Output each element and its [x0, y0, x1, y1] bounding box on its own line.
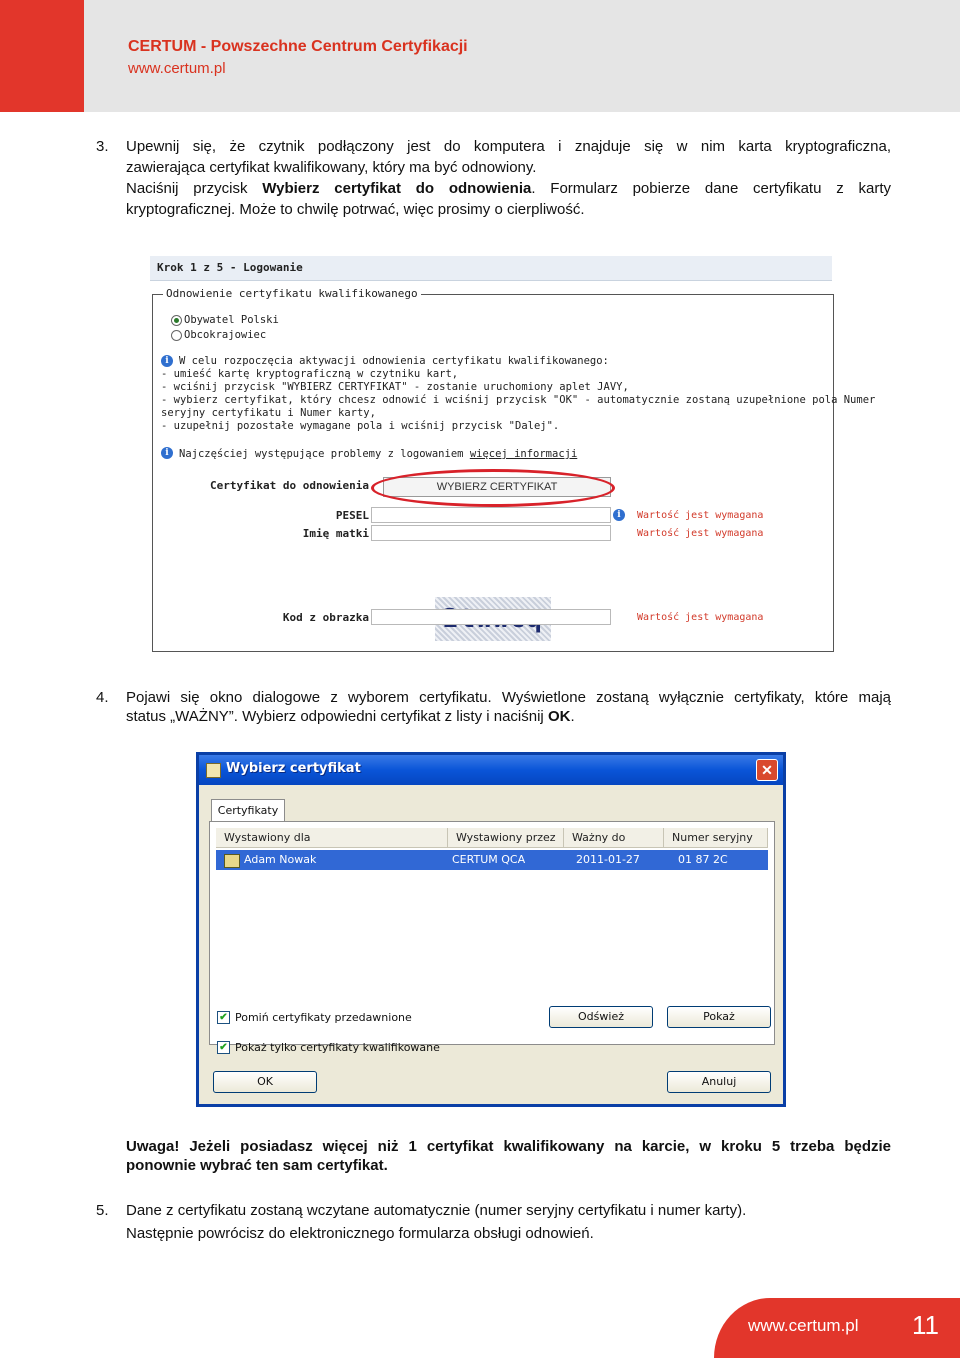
column-header[interactable]: Ważny do [564, 828, 664, 848]
mother-name-label: Imię matki [302, 527, 369, 540]
mother-name-required: Wartość jest wymagana [637, 528, 764, 539]
close-icon[interactable]: ✕ [756, 759, 778, 781]
ok-button[interactable]: OK [213, 1071, 317, 1093]
dialog-titlebar [199, 755, 783, 785]
radio-polish-label: Obywatel Polski [184, 314, 279, 326]
cell-serial: 01 87 2C [678, 853, 728, 866]
refresh-button[interactable]: Odśwież [549, 1006, 653, 1028]
info-line: - uzupełnij pozostałe wymagane pola i wciśnij przycisk "Dalej". [161, 420, 560, 432]
page-number: 11 [912, 1310, 939, 1340]
column-header[interactable]: Numer seryjny [664, 828, 768, 848]
radio-foreigner-label: Obcokrajowiec [184, 329, 267, 341]
skip-expired-label: Pomiń certyfikaty przedawnione [235, 1011, 412, 1024]
problems-text: Najczęściej występujące problemy z logowaniem więcej informacji [179, 448, 578, 460]
step-header [150, 256, 832, 281]
step4-line1: Pojawi się okno dialogowe z wyborem certyfikatu. Wyświetlone zostaną wyłącznie certyfikaty, które mają [126, 689, 891, 706]
pesel-input[interactable] [371, 507, 611, 523]
info-line: W celu rozpoczęcia aktywacji odnowienia certyfikatu kwalifikowanego: [179, 355, 609, 367]
certificate-icon [224, 854, 240, 868]
cell-issuer: CERTUM QCA [452, 853, 526, 866]
mother-name-input[interactable] [371, 525, 611, 541]
radio-polish-citizen[interactable] [171, 315, 182, 326]
captcha-code-label: Kod z obrazka [282, 611, 369, 624]
select-certificate-dialog [196, 752, 786, 1107]
step3-line2: zawierająca certyfikat kwalifikowany, który ma być odnowiony. [126, 159, 537, 176]
qualified-only-checkbox[interactable]: ✔ [217, 1041, 230, 1054]
header-title: CERTUM - Powszechne Centrum Certyfikacji [128, 38, 468, 55]
info-line: - wybierz certyfikat, który chcesz odnowić i wciśnij przycisk "OK" - automatycznie zostaną uzupełnione pola Numer [161, 394, 876, 406]
more-info-link[interactable]: więcej informacji [469, 448, 578, 460]
cell-valid: 2011-01-27 [576, 853, 640, 866]
show-button[interactable]: Pokaż [667, 1006, 771, 1028]
table-row[interactable] [216, 850, 768, 870]
column-header[interactable]: Wystawiony dla [216, 828, 448, 848]
login-form-screenshot [150, 256, 876, 652]
step3-line1: Upewnij się, że czytnik podłączony jest do komputera i znajduje się w nim karta kryptograficzna, [126, 138, 891, 155]
warning-line1: Uwaga! Jeżeli posiadasz więcej niż 1 certyfikat kwalifikowany na karcie, w kroku 5 trzeba będzie [126, 1138, 891, 1155]
header-red-block [0, 0, 84, 112]
step-number: 3. [96, 138, 109, 155]
app-icon [206, 763, 221, 778]
step-title: Krok 1 z 5 - Logowanie [157, 261, 303, 274]
header-bar [84, 0, 960, 112]
select-certificate-button[interactable]: WYBIERZ CERTYFIKAT [383, 477, 611, 497]
step4-line2: status „WAŻNY”. Wybierz odpowiedni certyfikat z listy i naciśnij OK. [126, 708, 575, 725]
captcha-required: Wartość jest wymagana [637, 612, 764, 623]
dialog-title: Wybierz certyfikat [226, 761, 361, 776]
skip-expired-checkbox[interactable]: ✔ [217, 1011, 230, 1024]
info-line: seryjny certyfikatu i Numer karty, [161, 407, 376, 419]
pesel-label: PESEL [335, 509, 369, 522]
info-icon: i [161, 355, 173, 367]
step-number: 4. [96, 689, 109, 706]
cert-label: Certyfikat do odnowienia [210, 479, 369, 492]
step3-line3: Naciśnij przycisk Wybierz certyfikat do odnowienia. Formularz pobierze dane certyfikatu z karty [126, 180, 891, 197]
renewal-fieldset [152, 287, 876, 652]
info-line: - wciśnij przycisk "WYBIERZ CERTYFIKAT" - zostanie uruchomiony aplet JAVY, [161, 381, 629, 393]
tab-certificates[interactable]: Certyfikaty [211, 799, 285, 822]
cancel-button[interactable]: Anuluj [667, 1071, 771, 1093]
pesel-required: Wartość jest wymagana [637, 510, 764, 521]
step5-line2: Następnie powrócisz do elektronicznego formularza obsługi odnowień. [126, 1225, 594, 1242]
footer-url: www.certum.pl [748, 1316, 859, 1335]
warning-line2: ponownie wybrać ten sam certyfikat. [126, 1157, 388, 1174]
step3-line4: kryptograficznej. Może to chwilę potrwać, więc prosimy o cierpliwość. [126, 201, 585, 218]
info-icon: i [161, 447, 173, 459]
radio-foreigner[interactable] [171, 330, 182, 341]
header-url: www.certum.pl [128, 60, 226, 77]
step5-line1: Dane z certyfikatu zostaną wczytane automatycznie (numer seryjny certyfikatu i numer karty). [126, 1202, 747, 1219]
info-icon: i [613, 509, 625, 521]
highlight-ellipse [371, 469, 615, 507]
cell-owner: Adam Nowak [244, 853, 317, 866]
column-header[interactable]: Wystawiony przez [448, 828, 564, 848]
captcha-code-input[interactable] [371, 609, 611, 625]
info-line: - umieść kartę kryptograficzną w czytniku kart, [161, 368, 459, 380]
step-number: 5. [96, 1202, 109, 1219]
fieldset-legend: Odnowienie certyfikatu kwalifikowanego [163, 287, 421, 300]
qualified-only-label: Pokaż tylko certyfikaty kwalifikowane [235, 1041, 440, 1054]
